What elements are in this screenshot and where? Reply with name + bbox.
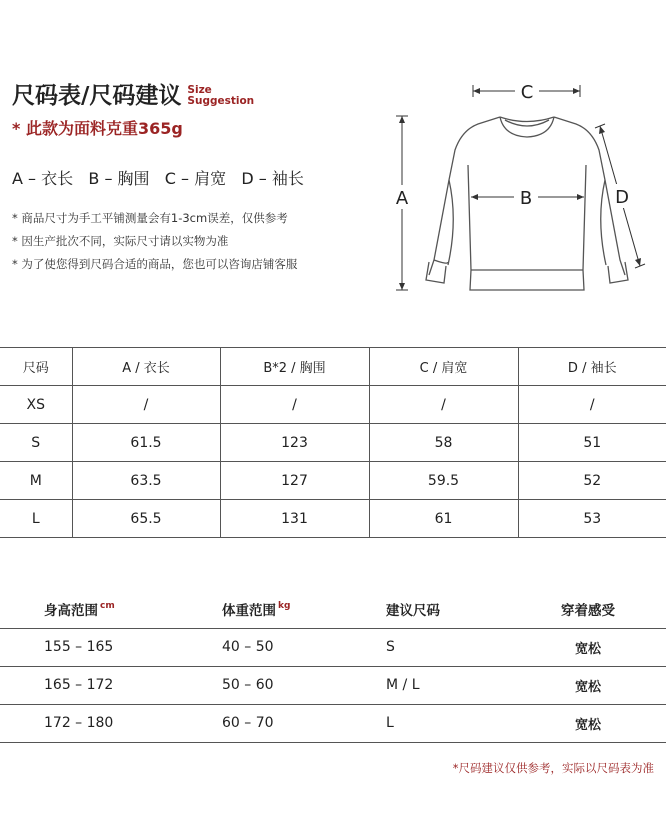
table-cell: 63.5 — [72, 462, 220, 500]
unit-cm: cm — [100, 600, 115, 611]
page-title: 尺码表/尺码建议 — [12, 83, 182, 109]
page-subtitle-line1: Size — [187, 84, 212, 96]
table-row — [0, 462, 666, 500]
table-row — [0, 424, 666, 462]
table-cell: 宽松 — [480, 666, 666, 704]
measurement-legend: A – 衣长 B – 胸围 C – 肩宽 D – 袖长 — [12, 169, 304, 188]
table-cell: 165 – 172 — [0, 666, 170, 704]
table-row — [0, 386, 666, 424]
table-header-cell — [170, 590, 340, 628]
table-cell: 宽松 — [480, 704, 666, 742]
table-header-cell — [0, 590, 170, 628]
table-cell: / — [518, 386, 666, 424]
table-header-row — [0, 590, 666, 628]
table-cell: 40 – 50 — [170, 628, 340, 666]
table-cell: M / L — [340, 666, 480, 704]
table-row — [0, 628, 666, 666]
notes-list — [12, 207, 297, 276]
header-weight-label: 体重范围 — [222, 602, 276, 619]
note-item: * 因生产批次不同，实际尺寸请以实物为准 — [12, 234, 229, 248]
table-cell: 61.5 — [72, 424, 220, 462]
dimension-label-a: A — [395, 188, 409, 209]
table-cell: S — [340, 628, 480, 666]
table-cell: 52 — [518, 462, 666, 500]
table-header-cell: 穿着感受 — [480, 590, 666, 628]
table-cell: XS — [0, 386, 72, 424]
fabric-weight-note: * 此款为面料克重365g — [12, 119, 183, 138]
table-cell: 65.5 — [72, 500, 220, 538]
table-cell: 53 — [518, 500, 666, 538]
note-item: * 商品尺寸为手工平铺测量会有1-3cm误差，仅供参考 — [12, 211, 288, 225]
dimension-label-d: D — [615, 187, 629, 208]
table-header-cell: 尺码 — [0, 348, 72, 386]
sweater-diagram — [378, 70, 658, 310]
table-header-cell: C / 肩宽 — [369, 348, 518, 386]
table-cell: L — [0, 500, 72, 538]
dimension-label-b: B — [519, 188, 533, 209]
table-cell: 59.5 — [369, 462, 518, 500]
page-title-row — [12, 82, 254, 110]
table-cell: / — [369, 386, 518, 424]
header-height-label: 身高范围 — [44, 602, 98, 619]
unit-kg: kg — [278, 600, 291, 611]
size-footnote: *尺码建议仅供参考，实际以尺码表为准 — [452, 761, 654, 775]
size-table — [0, 347, 666, 538]
table-cell: 61 — [369, 500, 518, 538]
table-header-row — [0, 348, 666, 386]
table-cell: 131 — [220, 500, 369, 538]
table-header-cell: B*2 / 胸围 — [220, 348, 369, 386]
table-row — [0, 500, 666, 538]
table-cell: 155 – 165 — [0, 628, 170, 666]
table-row — [0, 666, 666, 704]
table-cell: 172 – 180 — [0, 704, 170, 742]
table-header-cell: D / 袖长 — [518, 348, 666, 386]
table-cell: / — [72, 386, 220, 424]
table-cell: 50 – 60 — [170, 666, 340, 704]
table-cell: / — [220, 386, 369, 424]
table-cell: 宽松 — [480, 628, 666, 666]
table-row — [0, 704, 666, 742]
table-cell: 127 — [220, 462, 369, 500]
page-subtitle — [187, 85, 254, 110]
table-cell: 123 — [220, 424, 369, 462]
dimension-label-c: C — [520, 82, 534, 103]
table-header-cell: A / 衣长 — [72, 348, 220, 386]
table-cell: S — [0, 424, 72, 462]
note-item: * 为了使您得到尺码合适的商品，您也可以咨询店铺客服 — [12, 257, 298, 271]
table-cell: 60 – 70 — [170, 704, 340, 742]
table-cell: 51 — [518, 424, 666, 462]
table-cell: 58 — [369, 424, 518, 462]
page-subtitle-line2: Suggestion — [187, 95, 255, 107]
table-header-cell: 建议尺码 — [340, 590, 480, 628]
size-suggestion-table — [0, 590, 666, 743]
table-cell: M — [0, 462, 72, 500]
table-cell: L — [340, 704, 480, 742]
